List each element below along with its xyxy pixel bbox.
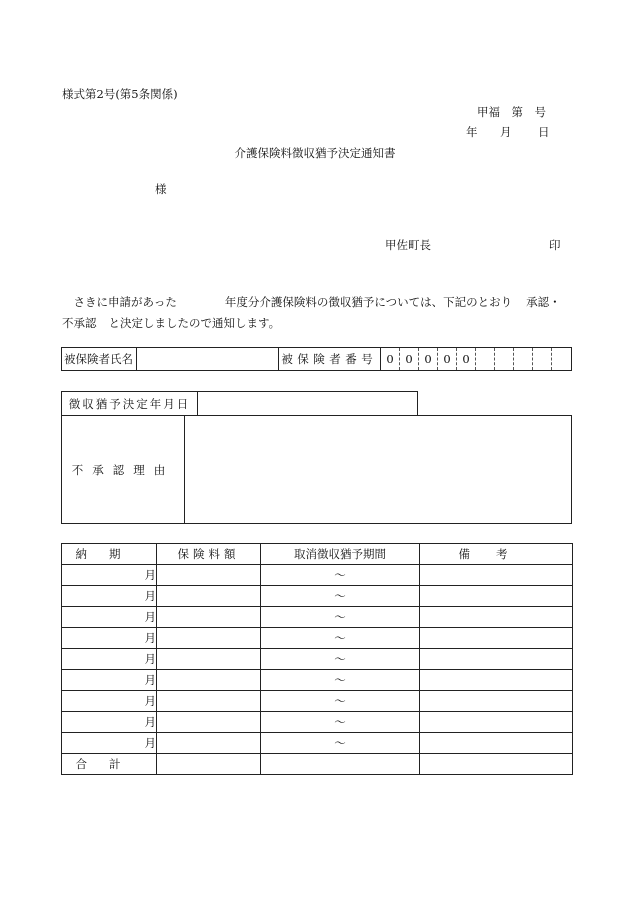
insured-name-label: 被保険者氏名 [62, 348, 137, 370]
table-row [62, 607, 573, 628]
issue-number: 甲福 第 号 [477, 105, 546, 119]
sender-name: 甲佐町長 [385, 238, 431, 252]
amount-cell[interactable] [157, 607, 261, 628]
digit-cell [514, 348, 533, 370]
period-cell[interactable]: 〜 [261, 565, 420, 586]
month-cell: 月 [62, 670, 157, 691]
insured-name-field[interactable] [137, 348, 279, 370]
digit-cell [476, 348, 495, 370]
digit-cell [495, 348, 514, 370]
remarks-cell[interactable] [420, 670, 573, 691]
month-cell: 月 [62, 565, 157, 586]
decision-date-label: 徴収猶予決定年月日 [62, 392, 198, 415]
month-cell: 月 [62, 586, 157, 607]
amount-cell[interactable] [157, 733, 261, 754]
digit-cell [552, 348, 571, 370]
amount-cell[interactable] [157, 670, 261, 691]
digit-cell: 0 [419, 348, 438, 370]
digit-cell: 0 [381, 348, 400, 370]
digit-cell: 0 [457, 348, 476, 370]
period-cell[interactable]: 〜 [261, 670, 420, 691]
month-cell: 月 [62, 691, 157, 712]
table-header-row [62, 544, 573, 565]
remarks-cell[interactable] [420, 607, 573, 628]
month-cell: 月 [62, 733, 157, 754]
month-cell: 月 [62, 712, 157, 733]
period-cell[interactable]: 〜 [261, 691, 420, 712]
remarks-cell[interactable] [420, 565, 573, 586]
document-title: 介護保険料徴収猶予決定通知書 [234, 146, 396, 160]
remarks-cell[interactable] [420, 733, 573, 754]
addressee-suffix: 様 [155, 182, 167, 196]
rejection-reason-field[interactable] [185, 416, 571, 523]
digit-cell [533, 348, 552, 370]
issue-date [466, 124, 550, 140]
insured-number-digits[interactable] [381, 348, 571, 370]
month-cell: 月 [62, 628, 157, 649]
date-year: 年 [466, 125, 478, 139]
remarks-cell[interactable] [420, 691, 573, 712]
body-part4: 不承認 [62, 316, 97, 330]
insured-number-label: 被保険者番号 [279, 348, 381, 370]
amount-cell[interactable] [157, 565, 261, 586]
header-premium-amount: 保険料額 [157, 544, 261, 565]
total-remarks-cell[interactable] [420, 754, 573, 775]
total-label: 合計 [62, 754, 157, 775]
total-amount-cell[interactable] [157, 754, 261, 775]
amount-cell[interactable] [157, 712, 261, 733]
rejection-reason-label: 不承認理由 [62, 416, 185, 523]
remarks-cell[interactable] [420, 586, 573, 607]
amount-cell[interactable] [157, 649, 261, 670]
table-row [62, 586, 573, 607]
total-period-cell [261, 754, 420, 775]
table-row [62, 565, 573, 586]
table-row [62, 691, 573, 712]
insured-info-box [61, 347, 572, 371]
period-cell[interactable]: 〜 [261, 607, 420, 628]
table-row [62, 670, 573, 691]
date-day: 日 [538, 125, 550, 139]
table-row [62, 628, 573, 649]
period-cell[interactable]: 〜 [261, 733, 420, 754]
digit-cell: 0 [400, 348, 419, 370]
decision-date-field[interactable] [198, 392, 417, 415]
form-number-label: 様式第2号(第5条関係) [62, 87, 178, 101]
period-cell[interactable]: 〜 [261, 628, 420, 649]
header-remarks: 備考 [420, 544, 573, 565]
table-row [62, 649, 573, 670]
date-month: 月 [500, 125, 512, 139]
header-cancel-period: 取消徴収猶予期間 [261, 544, 420, 565]
remarks-cell[interactable] [420, 628, 573, 649]
body-part3: 承認・ [526, 295, 561, 309]
digit-cell: 0 [438, 348, 457, 370]
period-cell[interactable]: 〜 [261, 586, 420, 607]
body-part5: と決定しましたので通知します。 [108, 316, 281, 330]
month-cell: 月 [62, 607, 157, 628]
amount-cell[interactable] [157, 586, 261, 607]
body-part1: さきに申請があった [73, 295, 177, 309]
table-row [62, 733, 573, 754]
remarks-cell[interactable] [420, 649, 573, 670]
amount-cell[interactable] [157, 691, 261, 712]
header-due-period: 納期 [62, 544, 157, 565]
table-row [62, 712, 573, 733]
notice-body [62, 292, 577, 334]
rejection-reason-box [61, 415, 572, 524]
period-cell[interactable]: 〜 [261, 649, 420, 670]
body-part2: 年度分介護保険料の徴収猶予については、下記のとおり [224, 295, 513, 309]
total-row [62, 754, 573, 775]
month-cell: 月 [62, 649, 157, 670]
amount-cell[interactable] [157, 628, 261, 649]
decision-date-box [61, 391, 418, 416]
payment-schedule-table [61, 543, 573, 775]
remarks-cell[interactable] [420, 712, 573, 733]
seal-mark: 印 [549, 238, 561, 252]
period-cell[interactable]: 〜 [261, 712, 420, 733]
